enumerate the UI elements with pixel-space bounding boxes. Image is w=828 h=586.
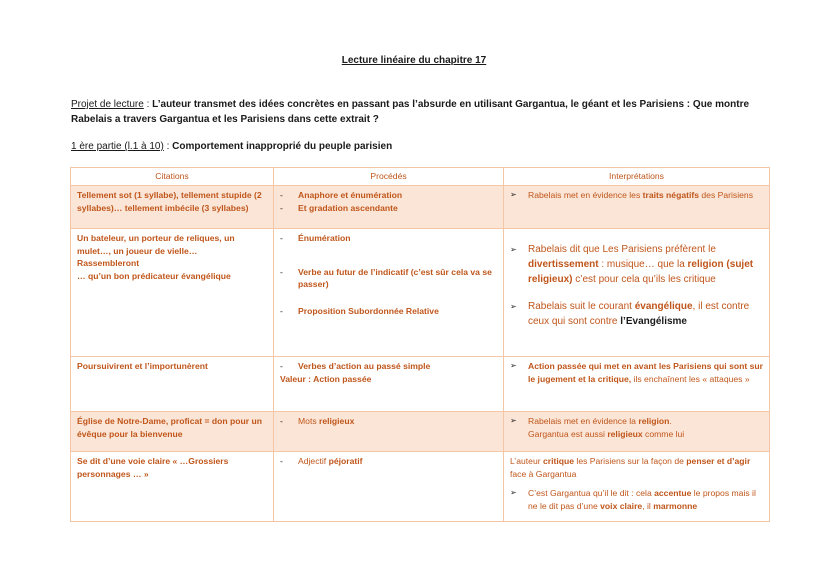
list-item (510, 242, 763, 287)
arrowhead-bullet-icon: ➢ (510, 245, 517, 254)
header-procedes: Procédés (274, 168, 504, 186)
list-item (510, 487, 763, 512)
dash-marker: - (280, 233, 283, 243)
reading-project-label: Projet de lecture (71, 99, 144, 110)
list-item (510, 299, 763, 329)
arrowhead-bullet-icon: ➢ (510, 302, 517, 311)
dash-marker: - (280, 305, 283, 316)
reading-project-text: L’auteur transmet des idées concrètes en passant pas l’absurde en utilisant Gargantua, le géant et les Parisiens : Que montre Rabelais a travers Gargantua et les Parisiens dans cette extrait ? (71, 99, 750, 125)
reading-project (71, 97, 761, 127)
dash-marker: - (280, 202, 283, 213)
interpretation-cell (504, 186, 770, 229)
list-item (280, 202, 497, 215)
procede-text: Proposition Subordonnée Relative (298, 305, 439, 316)
procede-cell (274, 452, 504, 522)
list-item (510, 415, 763, 440)
table-row (71, 452, 770, 522)
list-item (280, 305, 497, 318)
citation-line: … qu’un bon prédicateur évangélique (77, 270, 231, 281)
part-heading-label: 1 ère partie (l.1 à 10) (71, 141, 164, 152)
citation-cell (71, 229, 274, 357)
procede-value-text: Valeur : Action passée (280, 373, 372, 384)
dash-marker: - (280, 266, 283, 277)
procede-text: Énumération (298, 233, 351, 243)
list-item (510, 360, 763, 385)
interpretation-text: Action passée qui met en avant les Parisiens qui sont sur le jugement et la critique, ils enchaînent les « attaques » (528, 361, 763, 384)
table-row (71, 357, 770, 412)
procede-cell (274, 412, 504, 452)
citation-cell: Tellement sot (1 syllabe), tellement stupide (2 syllabes)… tellement imbécile (3 syllabes) (71, 186, 274, 229)
interpretation-text: Rabelais met en évidence la religion. Gargantua est aussi religieux comme lui (528, 416, 685, 439)
list-item (280, 189, 497, 202)
interpretation-cell (504, 229, 770, 357)
citation-line: Rassembleront (77, 258, 140, 268)
part-heading (71, 141, 392, 152)
arrowhead-bullet-icon: ➢ (510, 190, 517, 199)
citation-line: Un bateleur, un porteur de reliques, un mulet…, un joueur de vielle… (77, 233, 235, 256)
table-row (71, 186, 770, 229)
interpretation-text: Rabelais dit que Les Parisiens préfèrent le divertissement : musique… que la religion (sujet religieux) c’est pour cela qu’ils les critique (528, 244, 754, 285)
procede-text: Verbes d’action au passé simple (298, 361, 431, 371)
interpretation-text: Rabelais suit le courant évangélique, il est contre ceux qui sont contre l’Evangélisme (528, 301, 750, 327)
interpretation-cell (504, 452, 770, 522)
table-row (71, 412, 770, 452)
part-heading-text: Comportement inapproprié du peuple parisien (172, 141, 393, 152)
analysis-table (70, 167, 770, 522)
interpretation-text: L’auteur critique les Parisiens sur la façon de penser et d’agir face à Gargantua (510, 456, 751, 479)
dash-marker: - (280, 416, 283, 426)
table-row (71, 229, 770, 357)
list-item (510, 189, 763, 202)
procede-text: Adjectif péjoratif (298, 456, 363, 466)
interpretation-text: Rabelais met en évidence les traits négatifs des Parisiens (528, 190, 753, 200)
dash-marker: - (280, 361, 283, 371)
list-item (280, 360, 497, 373)
procede-cell (274, 229, 504, 357)
interpretation-cell (504, 412, 770, 452)
document-title: Lecture linéaire du chapitre 17 (341, 55, 487, 66)
dash-marker: - (280, 190, 283, 200)
arrowhead-bullet-icon: ➢ (510, 361, 517, 370)
procede-text: Anaphore et énumération (298, 190, 403, 200)
procede-cell (274, 357, 504, 412)
procede-text: Et gradation ascendante (298, 202, 398, 213)
arrowhead-bullet-icon: ➢ (510, 488, 517, 497)
list-item (280, 266, 497, 291)
list-item (280, 232, 497, 245)
list-item (280, 455, 497, 468)
list-item (280, 415, 497, 428)
procede-text: Verbe au futur de l’indicatif (c’est sûr cela va se passer) (298, 266, 492, 289)
arrowhead-bullet-icon: ➢ (510, 416, 517, 425)
interpretation-text: C’est Gargantua qu’il le dit : cela accentue le propos mais il ne le dit pas d’une voix claire, il marmonne (528, 488, 756, 511)
part-heading-separator: : (163, 141, 173, 152)
interpretation-cell (504, 357, 770, 412)
procede-cell (274, 186, 504, 229)
reading-project-separator: : (143, 99, 153, 110)
header-citations: Citations (71, 168, 274, 186)
procede-text: Mots religieux (298, 416, 355, 426)
table-header-row (71, 168, 770, 186)
citation-cell: Église de Notre-Dame, proficat = don pour un évêque pour la bienvenue (71, 412, 274, 452)
citation-cell: Se dit d’une voie claire « …Grossiers personnages … » (71, 452, 274, 522)
citation-cell: Poursuivirent et l’importunèrent (71, 357, 274, 412)
header-interpretations: Interprétations (504, 168, 770, 186)
dash-marker: - (280, 456, 283, 466)
